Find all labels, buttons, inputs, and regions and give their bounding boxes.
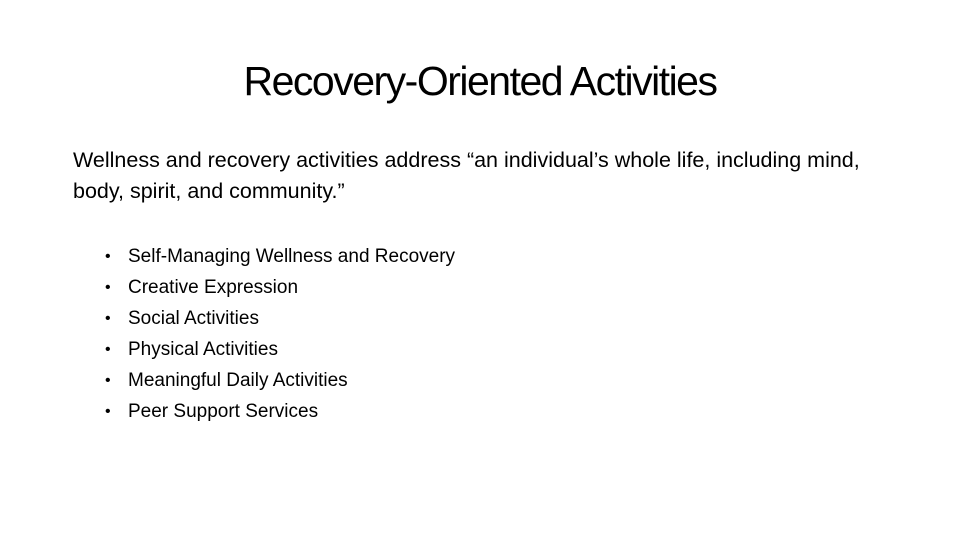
bullet-icon: • (105, 279, 111, 296)
bullet-text: Social Activities (128, 308, 259, 329)
bullet-text: Self-Managing Wellness and Recovery (128, 246, 456, 267)
slide-title: Recovery-Oriented Activities (243, 58, 717, 104)
intro-paragraph: Wellness and recovery activities address “an individual’s whole life, including mind, body, spirit, and community.” (73, 148, 860, 203)
bullet-icon: • (105, 403, 111, 420)
bullet-item (105, 365, 455, 396)
bullet-icon: • (105, 310, 111, 327)
bullet-text: Peer Support Services (128, 401, 319, 422)
bullet-text: Creative Expression (128, 277, 299, 298)
bullet-item (105, 303, 455, 334)
bullet-icon: • (105, 372, 111, 389)
bullet-item (105, 241, 455, 272)
bullet-item (105, 272, 455, 303)
bullet-text: Meaningful Daily Activities (128, 370, 348, 391)
bullet-text: Physical Activities (128, 339, 278, 360)
bullet-list (105, 241, 455, 427)
bullet-icon: • (105, 248, 111, 265)
bullet-item (105, 396, 455, 427)
bullet-icon: • (105, 341, 111, 358)
bullet-item (105, 334, 455, 365)
